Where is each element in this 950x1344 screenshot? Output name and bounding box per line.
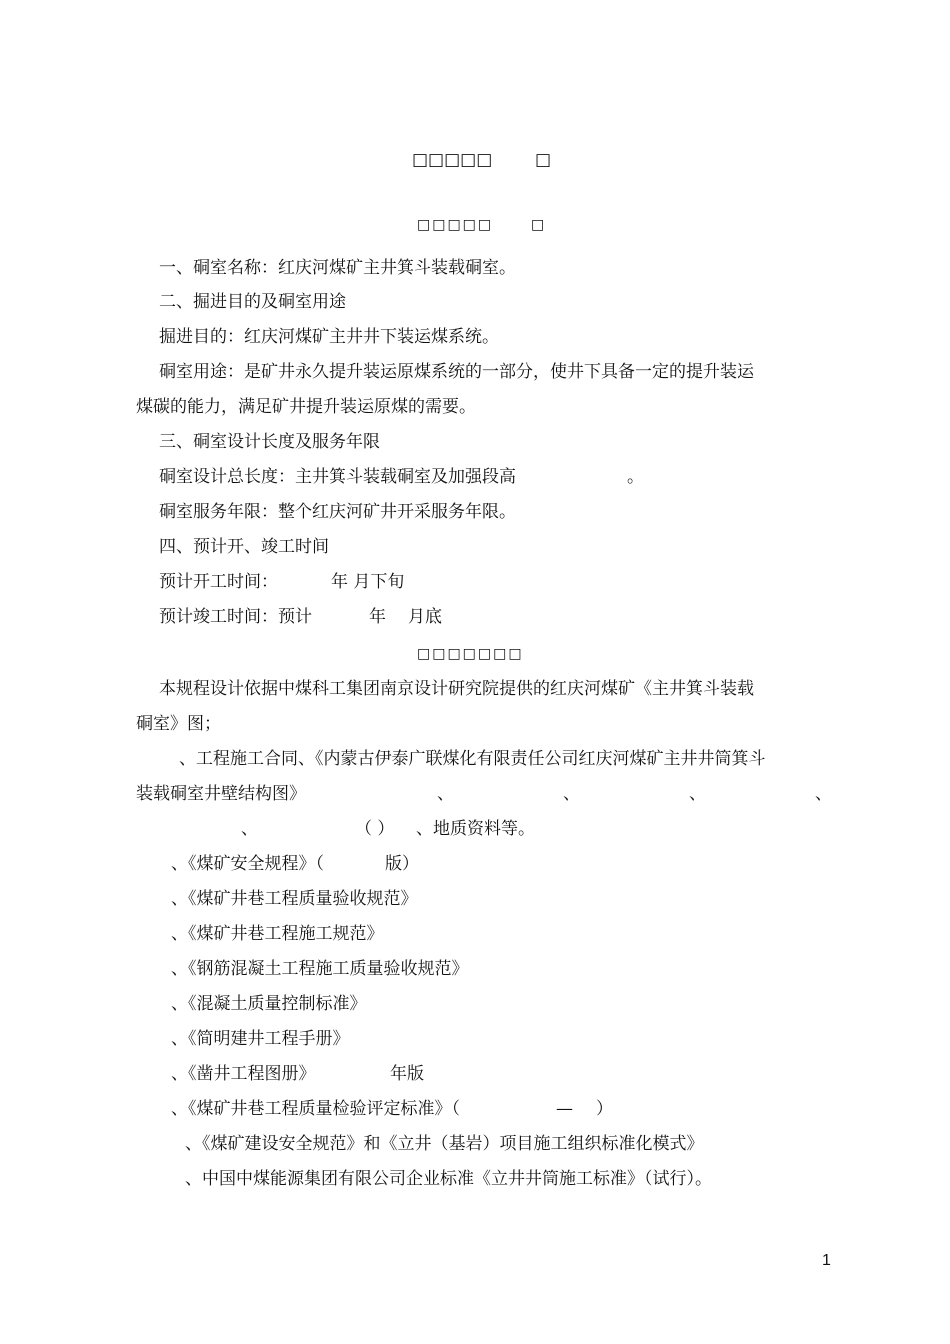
- text-line: 本规程设计依据中煤科工集团南京设计研究院提供的红庆河煤矿《主井箕斗装载: [159, 679, 754, 699]
- text-fragment: 、: [241, 819, 258, 839]
- text-line: 四、预计开、竣工时间: [159, 537, 329, 557]
- section-heading: □□□□□□□: [417, 646, 524, 662]
- reference-item: 、《简明建井工程手册》: [171, 1029, 350, 1049]
- section-subtitle-suffix: □: [531, 217, 547, 233]
- text-line: 一、硐室名称：红庆河煤矿主井箕斗装载硐室。: [159, 258, 516, 278]
- reference-item: 、中国中煤能源集团有限公司企业标准《立井井筒施工标准》（试行）。: [185, 1169, 712, 1189]
- reference-item: 、《煤矿井巷工程质量检验评定标准》（: [171, 1099, 460, 1119]
- text-line: 三、硐室设计长度及服务年限: [159, 432, 380, 452]
- reference-item: 、《凿井工程图册》: [171, 1064, 316, 1084]
- page-number: 1: [822, 1252, 831, 1269]
- text-line: 装载硐室井壁结构图》: [136, 784, 306, 804]
- text-fragment: 版）: [385, 854, 419, 874]
- text-fragment: 年: [369, 607, 386, 627]
- text-fragment: 年 月下旬: [331, 572, 405, 592]
- text-line: 硐室服务年限：整个红庆河矿井开采服务年限。: [159, 502, 516, 522]
- reference-item: 、《煤矿安全规程》（: [171, 854, 324, 874]
- text-line: 预计开工时间：: [159, 572, 278, 592]
- text-line: 预计竣工时间：预计: [159, 607, 312, 627]
- page-title: □□□□□: [412, 150, 493, 170]
- text-fragment: 、: [437, 784, 454, 804]
- page-title-suffix: □: [535, 150, 552, 170]
- text-line: 煤碳的能力，满足矿井提升装运原煤的需要。: [136, 397, 476, 417]
- text-fragment: ）: [596, 1099, 613, 1119]
- text-line: 、工程施工合同、《内蒙古伊泰广联煤化有限责任公司红庆河煤矿主井井筒箕斗: [179, 749, 766, 769]
- text-fragment: （ ）: [355, 819, 395, 839]
- text-line: 硐室设计总长度：主井箕斗装载硐室及加强段高: [159, 467, 516, 487]
- reference-item: 、《钢筋混凝土工程施工质量验收规范》: [171, 959, 469, 979]
- text-fragment: 、地质资料等。: [416, 819, 535, 839]
- text-fragment: 。: [627, 467, 644, 487]
- text-fragment: —: [556, 1099, 573, 1119]
- text-fragment: 年版: [390, 1064, 424, 1084]
- text-line: 硐室》图；: [136, 714, 221, 734]
- reference-item: 、《煤矿井巷工程质量验收规范》: [171, 889, 418, 909]
- text-line: 硐室用途：是矿井永久提升装运原煤系统的一部分，使井下具备一定的提升装运: [159, 362, 754, 382]
- text-fragment: 、: [563, 784, 580, 804]
- text-fragment: 、: [689, 784, 706, 804]
- text-fragment: 月底: [408, 607, 442, 627]
- reference-item: 、《混凝土质量控制标准》: [171, 994, 367, 1014]
- section-subtitle: □□□□□: [417, 217, 494, 233]
- reference-item: 、《煤矿建设安全规范》和《立井（基岩）项目施工组织标准化模式》: [185, 1134, 704, 1154]
- text-fragment: 、: [815, 784, 832, 804]
- text-line: 掘进目的：红庆河煤矿主井井下装运煤系统。: [159, 327, 499, 347]
- reference-item: 、《煤矿井巷工程施工规范》: [171, 924, 384, 944]
- text-line: 二、掘进目的及硐室用途: [159, 292, 346, 312]
